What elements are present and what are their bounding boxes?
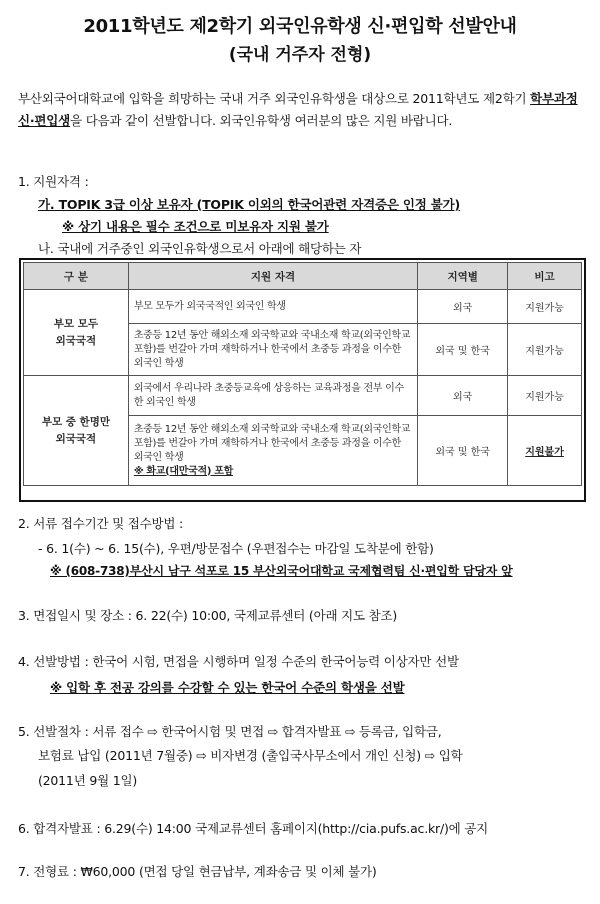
section1-item-b: 나. 국내에 거주중인 외국인유학생으로서 아래에 해당하는 자 (38, 241, 362, 256)
table-header-row (24, 263, 582, 290)
table-note-cell: 지원불가 (508, 416, 582, 486)
section2-address: ※ (608-738)부산시 남구 석포로 15 부산외국어대학교 국제협력팀 신·편입학 담당자 앞 (50, 564, 513, 578)
table-category-cell: 부모 모두 외국국적 (24, 290, 129, 376)
table-note-cell: 지원가능 (508, 290, 582, 324)
table-header-note: 비고 (508, 263, 582, 290)
table-condition-note: ※ 화교(대만국적) 포함 (133, 465, 234, 477)
section7-text: 7. 전형료 : ₩60,000 (면접 당일 현금납부, 계좌송금 및 이체 불가) (18, 864, 377, 879)
intro-text-1: 부산외국어대학교에 입학을 희망하는 국내 거주 외국인유학생을 대상으로 2011학년도 제2학기 (18, 91, 531, 106)
table-condition-cell: 부모 모두가 외국국적인 외국인 학생 (128, 290, 417, 324)
section5-line1: 5. 선발절차 : 서류 접수 ⇨ 한국어시험 및 면접 ⇨ 합격자발표 ⇨ 등록금, 입학금, (18, 724, 442, 739)
table-header-region: 지역별 (418, 263, 508, 290)
table-category-cell: 부모 중 한명만 외국국적 (24, 376, 129, 486)
eligibility-table (23, 262, 582, 486)
table-note-cell: 지원가능 (508, 376, 582, 416)
table-region-cell: 외국 및 한국 (418, 324, 508, 376)
table-condition-cell: 외국에서 우리나라 초중등교육에 상응하는 교육과정을 전부 이수한 외국인 학생 (128, 376, 417, 416)
section4-heading: 4. 선발방법 : 한국어 시험, 면접을 시행하며 일정 수준의 한국어능력 이상자만 선발 (18, 654, 459, 669)
intro-highlight: 학부과정 신·편입생 (18, 91, 578, 128)
table-header-condition: 지원 자격 (128, 263, 417, 290)
section1-item-a: 가. TOPIK 3급 이상 보유자 (TOPIK 이외의 한국어관련 자격증은 인정 불가) (38, 197, 461, 212)
section3-text: 3. 면접일시 및 장소 : 6. 22(수) 10:00, 국제교류센터 (아래 지도 참조) (18, 608, 398, 623)
section6-text: 6. 합격자발표 : 6.29(수) 14:00 국제교류센터 홈페이지(http://cia.pufs.ac.kr/)에 공지 (18, 821, 489, 836)
table-region-cell: 외국 및 한국 (418, 416, 508, 486)
section1-heading: 1. 지원자격 : (18, 174, 89, 189)
document-subtitle: (국내 거주자 전형) (228, 45, 372, 65)
table-condition-text: 초중등 12년 동안 해외소재 외국학교와 국내소재 학교(외국인학교 포함)를 번갈아 가며 재학하거나 한국에서 초중등 과정을 이수한 외국인 학생 (133, 423, 411, 463)
section5-line3: (2011년 9월 1일) (38, 773, 138, 788)
table-row (24, 290, 582, 324)
table-region-cell: 외국 (418, 376, 508, 416)
section2-heading: 2. 서류 접수기간 및 접수방법 : (18, 516, 184, 531)
table-header-category: 구 분 (24, 263, 129, 290)
section2-detail: - 6. 1(수) ~ 6. 15(수), 우편/방문접수 (우편접수는 마감일 도착분에 한함) (38, 541, 434, 556)
table-condition-cell: 초중등 12년 동안 해외소재 외국학교와 국내소재 학교(외국인학교 포함)를 번갈아 가며 재학하거나 한국에서 초중등 과정을 이수한 외국인 학생 (128, 324, 417, 376)
document-title: 2011학년도 제2학기 외국인유학생 신·편입학 선발안내 (83, 16, 517, 37)
section5-line2: 보험료 납입 (2011년 7월중) ⇨ 비자변경 (출입국사무소에서 개인 신청) ⇨ 입학 (38, 748, 463, 763)
section4-note: ※ 입학 후 전공 강의를 수강할 수 있는 한국어 수준의 학생을 선발 (50, 680, 405, 695)
table-row (24, 376, 582, 416)
intro-paragraph (18, 88, 588, 132)
table-region-cell: 외국 (418, 290, 508, 324)
table-condition-cell (128, 416, 417, 486)
intro-text-2: 을 다음과 같이 선발합니다. 외국인유학생 여러분의 많은 지원 바랍니다. (70, 113, 453, 128)
section1-note-a: ※ 상기 내용은 필수 조건으로 미보유자 지원 불가 (62, 219, 329, 234)
table-note-cell: 지원가능 (508, 324, 582, 376)
